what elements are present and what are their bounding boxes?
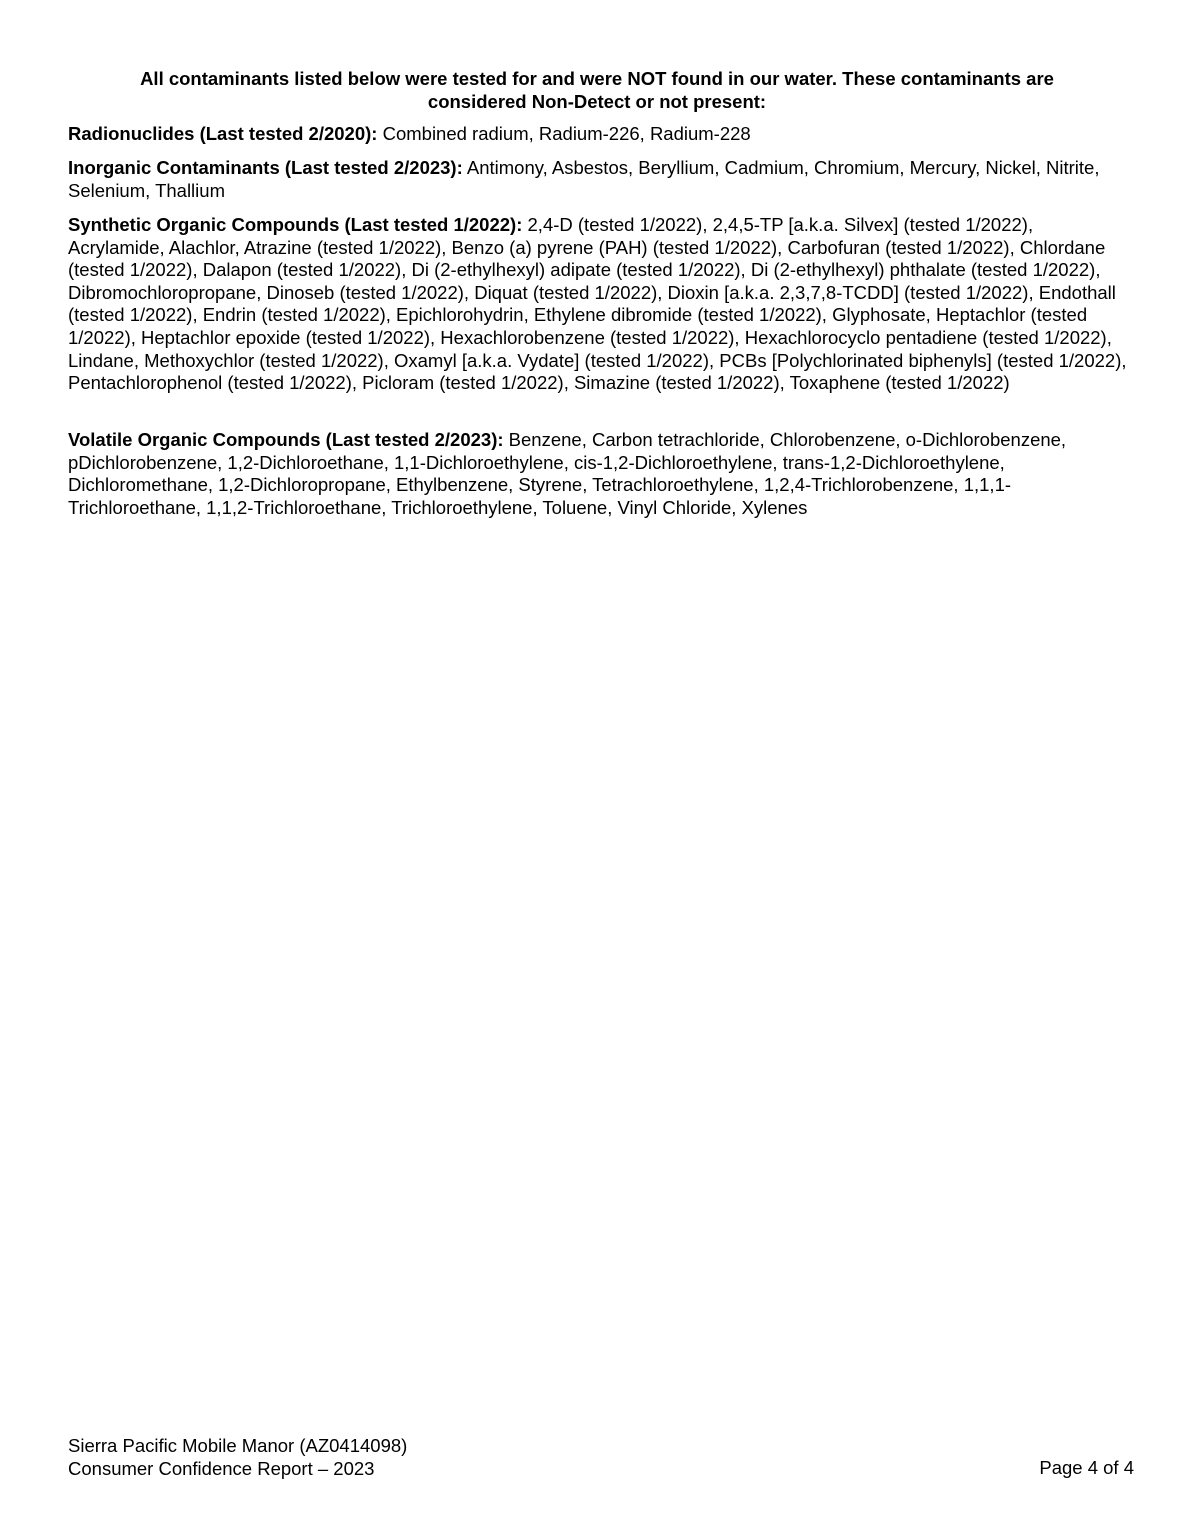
volatile-organic-section: [68, 429, 1128, 519]
radionuclides-label: Radionuclides (Last tested 2/2020):: [68, 123, 378, 144]
inorganic-label: Inorganic Contaminants (Last tested 2/2023):: [68, 157, 463, 178]
footer-left: [68, 1435, 407, 1480]
page-heading: [68, 67, 1126, 113]
synthetic-organic-text: 2,4-D (tested 1/2022), 2,4,5-TP [a.k.a. Silvex] (tested 1/2022), Acrylamide, Alachlor, Atrazine (tested 1/2022), Benzo (a) pyrene (PAH) (tested 1/2022), Carbofuran (tested 1/2022), Chlordane (tested 1/2022), Dalapon (tested 1/2022), Di (2-ethylhexyl) adipate (tested 1/2022), Di (2-ethylhexyl) phthalate (tested 1/2022), Dibromochloropropane, Dinoseb (tested 1/2022), Diquat (tested 1/2022), Dioxin [a.k.a. 2,3,7,8-TCDD] (tested 1/2022), Endothall (tested 1/2022), Endrin (tested 1/2022), Epichlorohydrin, Ethylene dibromide (tested 1/2022), Glyphosate, Heptachlor (tested 1/2022), Heptachlor epoxide (tested 1/2022), Hexachlorobenzene (tested 1/2022), Hexachlorocyclo pentadiene (tested 1/2022), Lindane, Methoxychlor (tested 1/2022), Oxamyl [a.k.a. Vydate] (tested 1/2022), PCBs [Polychlorinated biphenyls] (tested 1/2022), Pentachlorophenol (tested 1/2022), Picloram (tested 1/2022), Simazine (tested 1/2022), Toxaphene (tested 1/2022): [68, 214, 1127, 394]
volatile-organic-text: Benzene, Carbon tetrachloride, Chlorobenzene, o-Dichlorobenzene, pDichlorobenzene, 1,2-Dichloroethane, 1,1-Dichloroethylene, cis-1,2-Dichloroethylene, trans-1,2-Dichloroethylene, Dichloromethane, 1,2-Dichloropropane, Ethylbenzene, Styrene, Tetrachloroethylene, 1,2,4-Trichlorobenzene, 1,1,1-Trichloroethane, 1,1,2-Trichloroethane, Trichloroethylene, Toluene, Vinyl Chloride, Xylenes: [68, 429, 1067, 518]
footer-system-name: Sierra Pacific Mobile Manor (AZ0414098): [68, 1435, 408, 1456]
radionuclides-section: [68, 123, 1128, 146]
inorganic-section: [68, 157, 1128, 202]
synthetic-organic-label: Synthetic Organic Compounds (Last tested 1/2022):: [68, 214, 523, 235]
heading-line-2: considered Non-Detect or not present:: [427, 91, 767, 112]
footer-page-number: Page 4 of 4: [1039, 1457, 1134, 1478]
heading-line-1: All contaminants listed below were tested for and were NOT found in our water. These contaminants are: [140, 68, 1054, 89]
synthetic-organic-section: [68, 214, 1128, 395]
volatile-organic-label: Volatile Organic Compounds (Last tested 2/2023):: [68, 429, 504, 450]
radionuclides-text: Combined radium, Radium-226, Radium-228: [377, 123, 751, 144]
inorganic-text: Antimony, Asbestos, Beryllium, Cadmium, Chromium, Mercury, Nickel, Nitrite, Selenium, Thallium: [68, 157, 1100, 201]
footer-report-title: Consumer Confidence Report – 2023: [68, 1457, 375, 1479]
